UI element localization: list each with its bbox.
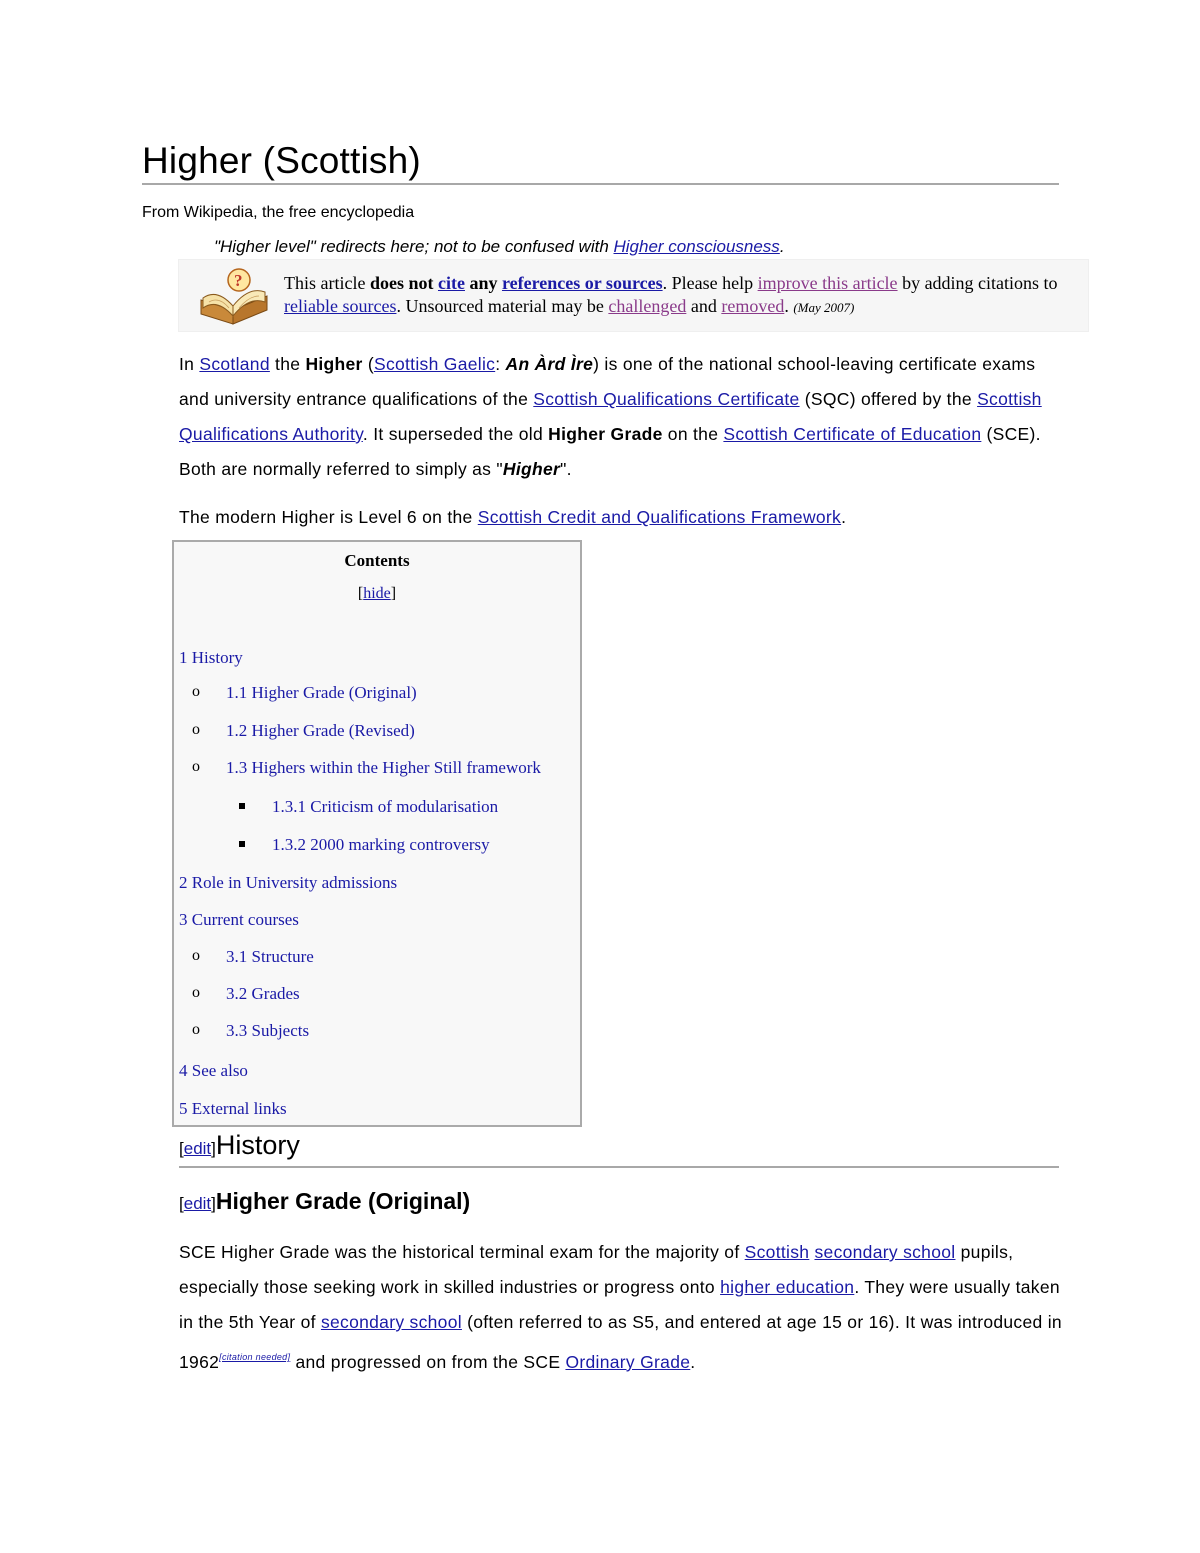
notice-text-4: . Unsourced material may be bbox=[396, 296, 609, 316]
higher-term: Higher bbox=[305, 354, 363, 374]
higher-education-link[interactable]: higher education bbox=[720, 1277, 855, 1297]
history-divider bbox=[179, 1166, 1059, 1168]
sqa-link[interactable]: Scottish Qualifications Authority bbox=[179, 389, 1042, 444]
intro-text: ) is one of the national school-leaving certificate exams and university entrance qualifications of the bbox=[179, 354, 1036, 409]
toc-item-marking-controversy[interactable]: 1.3.2 2000 marking controversy bbox=[272, 835, 490, 854]
reliable-sources-link[interactable]: reliable sources bbox=[284, 296, 397, 316]
original-text: . bbox=[690, 1352, 696, 1372]
intro-paragraph bbox=[179, 347, 1069, 487]
cite-link[interactable]: cite bbox=[437, 273, 465, 293]
intro-text: ". bbox=[560, 459, 572, 479]
intro-text: ( bbox=[362, 354, 374, 374]
toc-bullet: o bbox=[192, 1021, 200, 1038]
toc-item-higher-grade-original[interactable]: 1.1 Higher Grade (Original) bbox=[226, 683, 417, 702]
intro-text: : bbox=[495, 354, 506, 374]
toc-bullet: o bbox=[192, 683, 200, 700]
higher-grade-original-heading bbox=[179, 1188, 470, 1215]
tagline: From Wikipedia, the free encyclopedia bbox=[142, 204, 415, 221]
references-link[interactable]: references or sources bbox=[501, 273, 663, 293]
notice-text-6: . bbox=[784, 296, 794, 316]
original-edit-link[interactable]: edit bbox=[183, 1194, 212, 1213]
scqf-link[interactable]: Scottish Credit and Qualifications Framework bbox=[477, 507, 842, 527]
hatnote-text: "Higher level" redirects here; not to be confused with bbox=[214, 237, 614, 256]
original-text: SCE Higher Grade was the historical terminal exam for the majority of bbox=[179, 1242, 745, 1262]
removed-link[interactable]: removed bbox=[721, 296, 785, 316]
toc-item-higher-grade-revised[interactable]: 1.2 Higher Grade (Revised) bbox=[226, 721, 415, 740]
ordinary-grade-link[interactable]: Ordinary Grade bbox=[565, 1352, 691, 1372]
higher-consciousness-link[interactable]: Higher consciousness bbox=[613, 237, 780, 256]
toc-bullet: o bbox=[192, 721, 200, 738]
intro-text: . It superseded the old bbox=[362, 424, 549, 444]
history-edit-link[interactable]: edit bbox=[183, 1139, 212, 1158]
notice-date: (May 2007) bbox=[793, 300, 855, 315]
toc-bullet: o bbox=[192, 947, 200, 964]
toc-item-grades[interactable]: 3.2 Grades bbox=[226, 984, 300, 1003]
notice-bold: does not bbox=[369, 273, 434, 293]
level-text: . bbox=[841, 507, 847, 527]
toc-item-higher-still[interactable]: 1.3 Highers within the Higher Still framework bbox=[226, 758, 541, 777]
bracket: ] bbox=[390, 585, 397, 602]
original-paragraph bbox=[179, 1235, 1069, 1380]
secondary-school-link[interactable]: secondary school bbox=[814, 1242, 956, 1262]
level-paragraph bbox=[179, 500, 1069, 535]
toc-item-university-admissions[interactable]: 2 Role in University admissions bbox=[179, 873, 398, 892]
bracket: [ bbox=[179, 1194, 184, 1213]
improve-article-link[interactable]: improve this article bbox=[757, 273, 898, 293]
toc-item-external-links[interactable]: 5 External links bbox=[179, 1099, 287, 1118]
bracket: ] bbox=[211, 1139, 216, 1158]
original-text: (often referred to as S5, and entered at age 15 or 16). It was introduced in 1962 bbox=[179, 1312, 1062, 1372]
notice-text-3: by adding citations to bbox=[897, 273, 1058, 293]
hatnote bbox=[214, 237, 785, 257]
intro-text: In bbox=[179, 354, 200, 374]
hatnote-suffix: . bbox=[779, 237, 785, 256]
toc-square-bullet bbox=[239, 803, 245, 809]
toc-item-subjects[interactable]: 3.3 Subjects bbox=[226, 1021, 310, 1040]
intro-text: (SQC) offered by the bbox=[799, 389, 978, 409]
unreferenced-notice bbox=[178, 259, 1089, 332]
history-heading-text: History bbox=[215, 1130, 300, 1160]
table-of-contents bbox=[172, 540, 582, 1127]
svg-text:?: ? bbox=[234, 271, 243, 290]
scottish-gaelic-link[interactable]: Scottish Gaelic bbox=[373, 354, 496, 374]
notice-text bbox=[284, 272, 1064, 319]
scotland-link[interactable]: Scotland bbox=[199, 354, 270, 374]
notice-text-5: and bbox=[686, 296, 722, 316]
toc-item-criticism[interactable]: 1.3.1 Criticism of modularisation bbox=[272, 797, 499, 816]
toc-hide-toggle bbox=[174, 585, 580, 603]
notice-text-1: This article bbox=[284, 273, 370, 293]
intro-text: the bbox=[269, 354, 306, 374]
higher-grade-term: Higher Grade bbox=[548, 424, 663, 444]
higher-short-name: Higher bbox=[502, 459, 561, 479]
bracket: ] bbox=[211, 1194, 216, 1213]
original-text: and progressed on from the SCE bbox=[290, 1352, 566, 1372]
toc-bullet: o bbox=[192, 758, 200, 775]
bracket: [ bbox=[357, 585, 364, 602]
toc-bullet: o bbox=[192, 984, 200, 1001]
intro-text: (SCE). Both are normally referred to simply as " bbox=[179, 424, 1041, 479]
toc-item-history[interactable]: 1 History bbox=[179, 648, 243, 667]
original-text: pupils, especially those seeking work in skilled industries or progress onto bbox=[179, 1242, 1014, 1297]
original-heading-text: Higher Grade (Original) bbox=[215, 1188, 471, 1214]
sqc-link[interactable]: Scottish Qualifications Certificate bbox=[533, 389, 800, 409]
toc-item-structure[interactable]: 3.1 Structure bbox=[226, 947, 314, 966]
original-text: . They were usually taken in the 5th Year of bbox=[179, 1277, 1060, 1332]
sce-link[interactable]: Scottish Certificate of Education bbox=[723, 424, 982, 444]
toc-title: Contents bbox=[344, 551, 410, 570]
history-heading bbox=[179, 1130, 300, 1161]
citation-needed-link[interactable]: [citation needed] bbox=[219, 1352, 291, 1362]
page-title: Higher (Scottish) bbox=[142, 140, 421, 181]
intro-text: on the bbox=[662, 424, 724, 444]
challenged-link[interactable]: challenged bbox=[608, 296, 687, 316]
gaelic-name: An Àrd Ìre bbox=[505, 354, 594, 374]
toc-square-bullet bbox=[239, 841, 245, 847]
scottish-link[interactable]: Scottish bbox=[744, 1242, 810, 1262]
level-text: The modern Higher is Level 6 on the bbox=[179, 507, 478, 527]
toc-item-see-also[interactable]: 4 See also bbox=[179, 1061, 248, 1080]
secondary-school-link-2[interactable]: secondary school bbox=[320, 1312, 462, 1332]
toc-hide-link[interactable]: hide bbox=[363, 585, 391, 602]
toc-item-current-courses[interactable]: 3 Current courses bbox=[179, 910, 299, 929]
bracket: [ bbox=[179, 1139, 184, 1158]
book-question-icon bbox=[195, 266, 273, 326]
notice-bold-any: any bbox=[464, 273, 502, 293]
title-divider bbox=[142, 183, 1059, 185]
notice-text-2: . Please help bbox=[662, 273, 758, 293]
